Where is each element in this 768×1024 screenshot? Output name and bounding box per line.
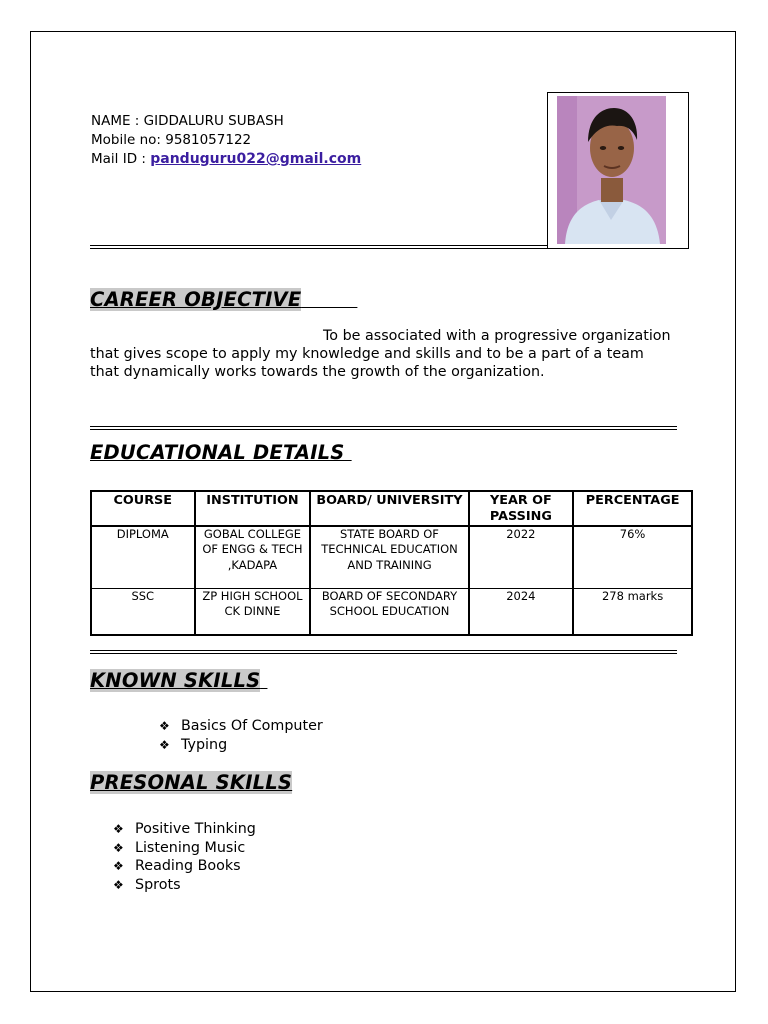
known-skills-list (159, 717, 323, 754)
list-item: ❖ Positive Thinking (113, 821, 256, 837)
list-item: ❖ Sprots (113, 877, 181, 894)
table-row (91, 589, 692, 636)
header-divider (90, 245, 548, 249)
mobile-line: Mobile no: 9581057122 (91, 132, 252, 148)
name-line: NAME : GIDDALURU SUBASH (91, 113, 284, 129)
list-item: ❖ Reading Books (113, 858, 241, 875)
column-header-year: YEAR OF PASSING (469, 491, 574, 526)
contact-block (91, 112, 361, 169)
list-item: ❖ Typing (159, 736, 228, 753)
diamond-bullet-icon: ❖ (113, 822, 124, 836)
column-header-board: BOARD/ UNIVERSITY (310, 491, 468, 526)
column-header-institution: INSTITUTION (195, 491, 311, 526)
diamond-bullet-icon: ❖ (113, 878, 124, 893)
column-header-percentage: PERCENTAGE (573, 491, 692, 526)
mail-line (91, 150, 361, 169)
diamond-bullet-icon: ❖ (113, 840, 124, 855)
section-divider (90, 650, 677, 654)
career-objective-text: To be associated with a progressive organization that gives scope to apply my knowledge and skills and to be a part of a team that dynamically works towards the growth of the organization. (90, 328, 671, 381)
diamond-bullet-icon: ❖ (159, 719, 170, 733)
diamond-bullet-icon: ❖ (113, 859, 124, 874)
table-cell: STATE BOARD OF TECHNICAL EDUCATION AND TRAINING (310, 526, 468, 589)
table-cell: SSC (91, 589, 195, 636)
table-cell: 2024 (469, 589, 574, 636)
email-link[interactable]: panduguru022@gmail.com (150, 151, 362, 167)
list-item: ❖ Basics Of Computer (159, 718, 323, 734)
section-divider (90, 426, 677, 430)
personal-skills-heading: PRESONAL SKILLS (90, 771, 293, 794)
diamond-bullet-icon: ❖ (159, 737, 170, 752)
personal-skills-list (113, 820, 256, 895)
career-objective-heading: CAREER OBJECTIVE (90, 288, 302, 311)
mail-label: Mail ID : (91, 151, 151, 167)
table-header-row (91, 491, 692, 526)
table-cell: 278 marks (573, 589, 692, 636)
table-row (91, 526, 692, 589)
column-header-course: COURSE (91, 491, 195, 526)
education-table (90, 490, 693, 636)
table-cell: 76% (573, 526, 692, 589)
known-skills-heading: KNOWN SKILLS (90, 669, 261, 692)
educational-details-heading: EDUCATIONAL DETAILS (90, 441, 345, 464)
table-cell: GOBAL COLLEGE OF ENGG & TECH ,KADAPA (195, 526, 311, 589)
table-cell: ZP HIGH SCHOOL CK DINNE (195, 589, 311, 636)
profile-photo (557, 96, 666, 244)
table-cell: BOARD OF SECONDARY SCHOOL EDUCATION (310, 589, 468, 636)
table-cell: DIPLOMA (91, 526, 195, 589)
table-cell: 2022 (469, 526, 574, 589)
list-item: ❖ Listening Music (113, 839, 246, 856)
